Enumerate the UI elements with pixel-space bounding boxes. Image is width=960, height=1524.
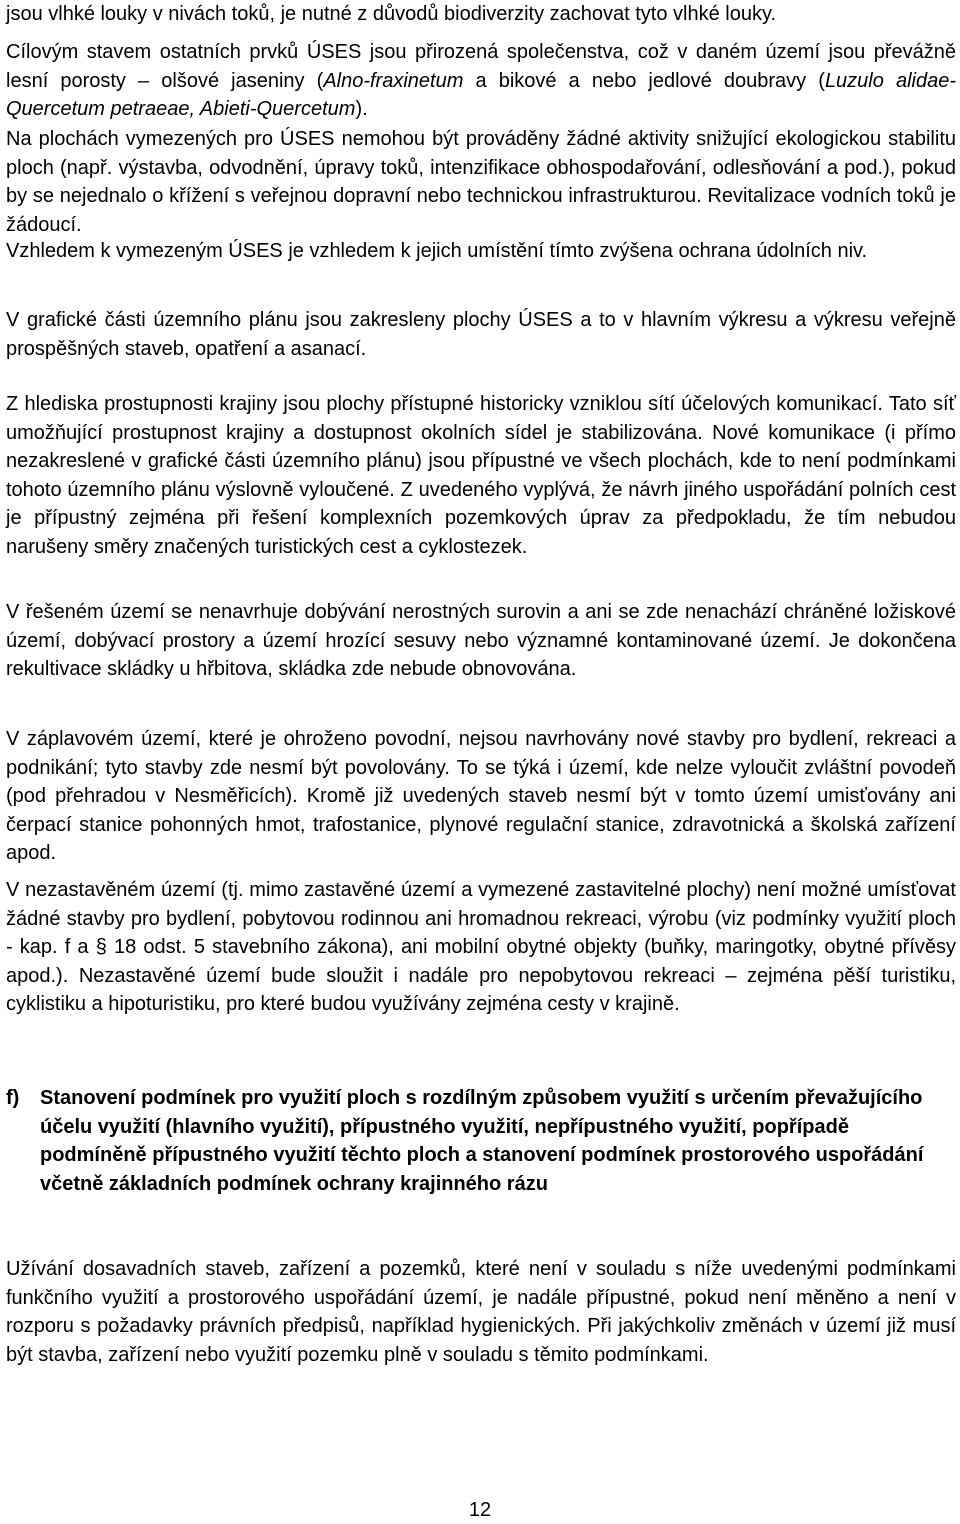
section-letter: f) — [6, 1087, 20, 1109]
page-number: 12 — [468, 1499, 492, 1521]
paragraph-mineral-resources: V řešeném území se nenavrhuje dobývání nerostných surovin a ani se zde nenachází chráněné ložiskové území, dobývací prostory a území hrozící sesuvy nebo významné kontaminované území. Je dokončena rekultivace skládky u hřbitova, skládka zde nebude obnovována. — [6, 601, 956, 680]
paragraph-valley-protection: Vzhledem k vymezeným ÚSES je vzhledem k jejich umístění tímto zvýšena ochrana údolních niv. — [6, 240, 868, 262]
paragraph-landscape-permeability: Z hlediska prostupnosti krajiny jsou plochy přístupné historicky vzniklou sítí účelových komunikací. Tato síť umožňující prostupnost krajiny a dostupnost okolních sídel je stabilizována. Nové komunikace (i přímo nezakreslené v grafické části územního plánu) jsou přípustné ve všech plochách, kde to není podmínkami tohoto územního plánu výslovně vyloučené. Z uvedeného vyplývá, že návrh jiného uspořádání polních cest je přípustný zejména při řešení komplexních pozemkových úprav za předpokladu, že tím nebudou narušeny směry značených turistických cest a cyklostezek. — [6, 393, 956, 558]
paragraph-text: a bikové a nebo jedlové doubravy ( — [463, 69, 825, 92]
section-title: Stanovení podmínek pro využití ploch s rozdílným způsobem využití s určením převažujícího účelu využití (hlavního využití), přípustného využití, nepřípustného využití, popřípadě podmíněně přípustného využití těchto ploch a stanovení podmínek prostorového uspořádání včetně základních podmínek ochrany krajinného rázu — [40, 1087, 924, 1195]
paragraph-text: ). — [355, 98, 368, 120]
latin-name: Alno-fraxinetum — [323, 69, 464, 92]
paragraph-text: Cílovým stavem ostatních prvků ÚSES jsou přirozená společenstva, což v daném území jsou převážně lesní porosty – olšové jaseniny ( — [6, 41, 956, 92]
paragraph-graphic-part: V grafické části územního plánu jsou zakresleny plochy ÚSES a to v hlavním výkresu a výkresu veřejně prospěšných staveb, opatření a asanací. — [6, 309, 956, 360]
section-heading — [6, 1084, 956, 1198]
paragraph-wet-meadows: jsou vlhké louky v nivách toků, je nutné z důvodů biodiverzity zachovat tyto vlhké louky. — [6, 3, 777, 25]
paragraph-existing-buildings: Užívání dosavadních staveb, zařízení a pozemků, které není v souladu s níže uvedenými podmínkami funkčního využití a prostorového uspořádání území, je nadále přípustné, pokud není měněno a není v rozporu s požadavky právních předpisů, například hygienických. Při jakýchkoliv změnách v území již musí být stavba, zařízení nebo využití pozemku plně v souladu s těmito podmínkami. — [6, 1258, 956, 1366]
paragraph-flood-zone: V záplavovém území, které je ohroženo povodní, nejsou navrhovány nové stavby pro bydlení, rekreaci a podnikání; tyto stavby zde nesmí být povolovány. To se týká i území, kde nelze vyloučit zvláštní povodeň (pod přehradou v Nesměřicích). Kromě již uvedených staveb nesmí být v tomto území umisťovány ani čerpací stanice pohonných hmot, trafostanice, plynové regulační stanice, zdravotnická a školská zařízení apod. — [6, 728, 956, 864]
paragraph-undeveloped-area: V nezastavěném území (tj. mimo zastavěné území a vymezené zastavitelné plochy) není možné umísťovat žádné stavby pro bydlení, pobytovou rodinnou ani hromadnou rekreaci, výrobu (viz podmínky využití ploch - kap. f a § 18 odst. 5 stavebního zákona), ani mobilní obytné objekty (buňky, maringotky, obytné přívěsy apod.). Nezastavěné území bude sloužit i nadále pro nepobytovou rekreaci – zejména pěší turistiku, cyklistiku a hipoturistiku, pro které budou využívány zejména cesty v krajině. — [6, 879, 956, 1015]
paragraph-uses-restrictions: Na plochách vymezených pro ÚSES nemohou být prováděny žádné aktivity snižující ekologickou stabilitu ploch (např. výstavba, odvodnění, úpravy toků, intenzifikace obhospodařování, odlesňování a pod.), pokud by se nejednalo o křížení s veřejnou dopravní nebo technickou infrastrukturou. Revitalizace vodních toků je žádoucí. — [6, 128, 956, 236]
latin-name: Luzulo alidae-Quercetum petraeae, Abieti-Quercetum — [6, 69, 957, 120]
paragraph-target-state — [6, 38, 956, 124]
